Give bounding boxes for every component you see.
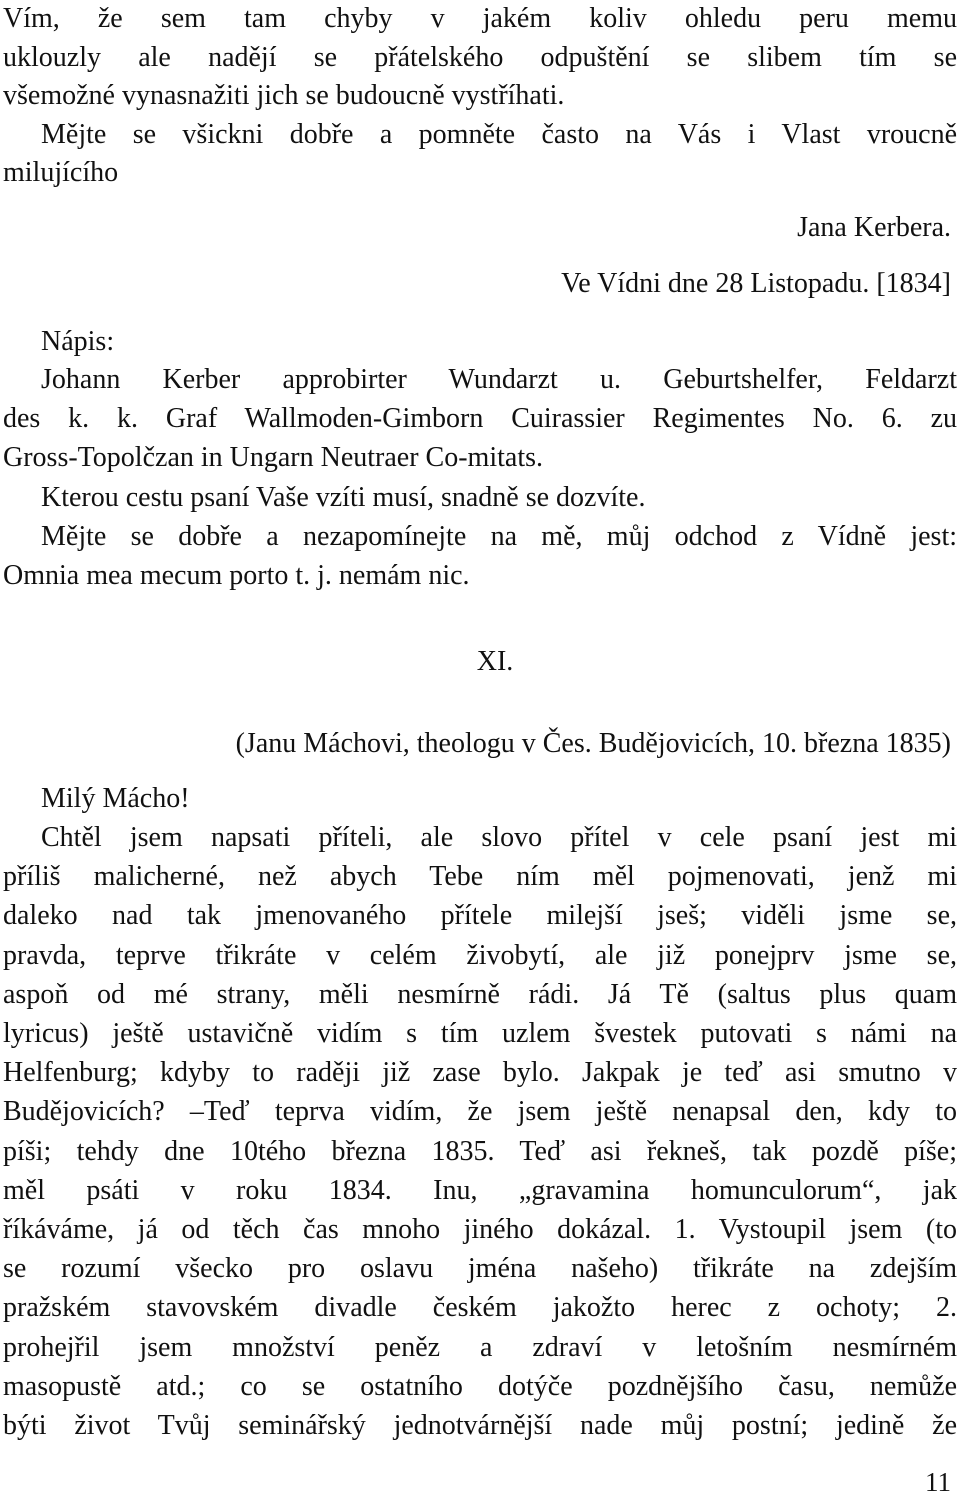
text-line: píši; tehdy dne 10tého března 1835. Teď asi řekneš, tak pozdě píše;: [3, 1135, 957, 1167]
text-line: Budějovicích? –Teď teprva vidím, že jsem ještě nenapsal den, kdy to: [3, 1096, 957, 1128]
text-line: pražském stavovském divadle českém jakožto herec z ochoty; 2.: [3, 1292, 957, 1324]
text-line: Mějte se dobře a nezapomínejte na mě, můj odchod z Vídně jest:: [41, 520, 957, 552]
text-line: prohejřil jsem množství peněz a zdraví v letošním nesmírném: [3, 1331, 957, 1363]
text-line: Omnia mea mecum porto t. j. nemám nic.: [3, 560, 470, 592]
letter-body: [3, 818, 957, 1445]
napis-label: Nápis:: [41, 326, 115, 357]
text-line: Mějte se všickni dobře a pomněte často na Vás i Vlast vroucně: [41, 118, 957, 150]
text-line: daleko nad tak jmenovaného přítele milejší jseš; viděli jsme se,: [3, 900, 957, 932]
text-line: Gross-Topolčzan in Ungarn Neutraer Co-mitats.: [3, 442, 543, 474]
text-line: Johann Kerber approbirter Wundarzt u. Geburtshelfer, Feldarzt: [41, 364, 957, 395]
closing-paragraph: [3, 0, 957, 193]
text-line: říkáváme, já od těch čas mnoho jiného dokázal. 1. Vystoupil jsem (to: [3, 1214, 957, 1246]
section-address: (Janu Máchovi, theologu v Čes. Budějovicích, 10. března 1835): [235, 728, 951, 759]
place-date: Ve Vídni dne 28 Listopadu. [1834]: [561, 268, 951, 299]
text-line: des k. k. Graf Wallmoden-Gimborn Cuirassier Regimentes No. 6. zu: [3, 403, 957, 435]
text-line: všemožné vynasnažiti jich se budoucně vystříhati.: [3, 80, 565, 111]
text-line: příliš malicherné, než abych Tebe ním měl pojmenovati, jenž mi: [3, 861, 957, 893]
text-line: býti život Tvůj seminářský jednotvárnější nade můj postní; jedině že: [3, 1410, 957, 1442]
page-number: 11: [925, 1467, 951, 1497]
text-line: milujícího: [3, 157, 119, 188]
text-line: měl psáti v roku 1834. Inu, „gravamina homunculorum“, jak: [3, 1174, 957, 1206]
greeting: Milý Mácho!: [41, 783, 190, 814]
section-number: XI.: [476, 646, 514, 677]
text-line: se rozumí všecko pro oslavu jména našeho) třikráte na zdejším: [3, 1253, 957, 1285]
text-line: Kterou cestu psaní Vaše vzíti musí, snadně se dozvíte.: [41, 481, 646, 513]
text-line: pravda, teprve třikráte v celém živobytí, ale již ponejprv jsme se,: [3, 939, 957, 971]
address-block: [3, 360, 957, 595]
text-line: uklouzly ale nadějí se přátelského odpuštění se slibem tím se: [3, 41, 957, 73]
text-line: Helfenburg; kdyby to raději již zase bylo. Jakpak je teď asi smutno v: [3, 1057, 957, 1089]
text-line: Vím, že sem tam chyby v jakém koliv ohledu peru memu: [3, 3, 957, 34]
signature: Jana Kerbera.: [797, 212, 951, 243]
text-line: Chtěl jsem napsati příteli, ale slovo přítel v cele psaní jest mi: [41, 822, 957, 853]
text-line: masopustě atd.; co se ostatního dotýče pozdnějšího času, nemůže: [3, 1370, 957, 1402]
text-line: lyricus) ještě ustavičně vidím s tím uzlem švestek putovati s námi na: [3, 1018, 957, 1050]
text-line: aspoň od mé strany, měli nesmírně rádi. Já Tě (saltus plus quam: [3, 978, 957, 1010]
